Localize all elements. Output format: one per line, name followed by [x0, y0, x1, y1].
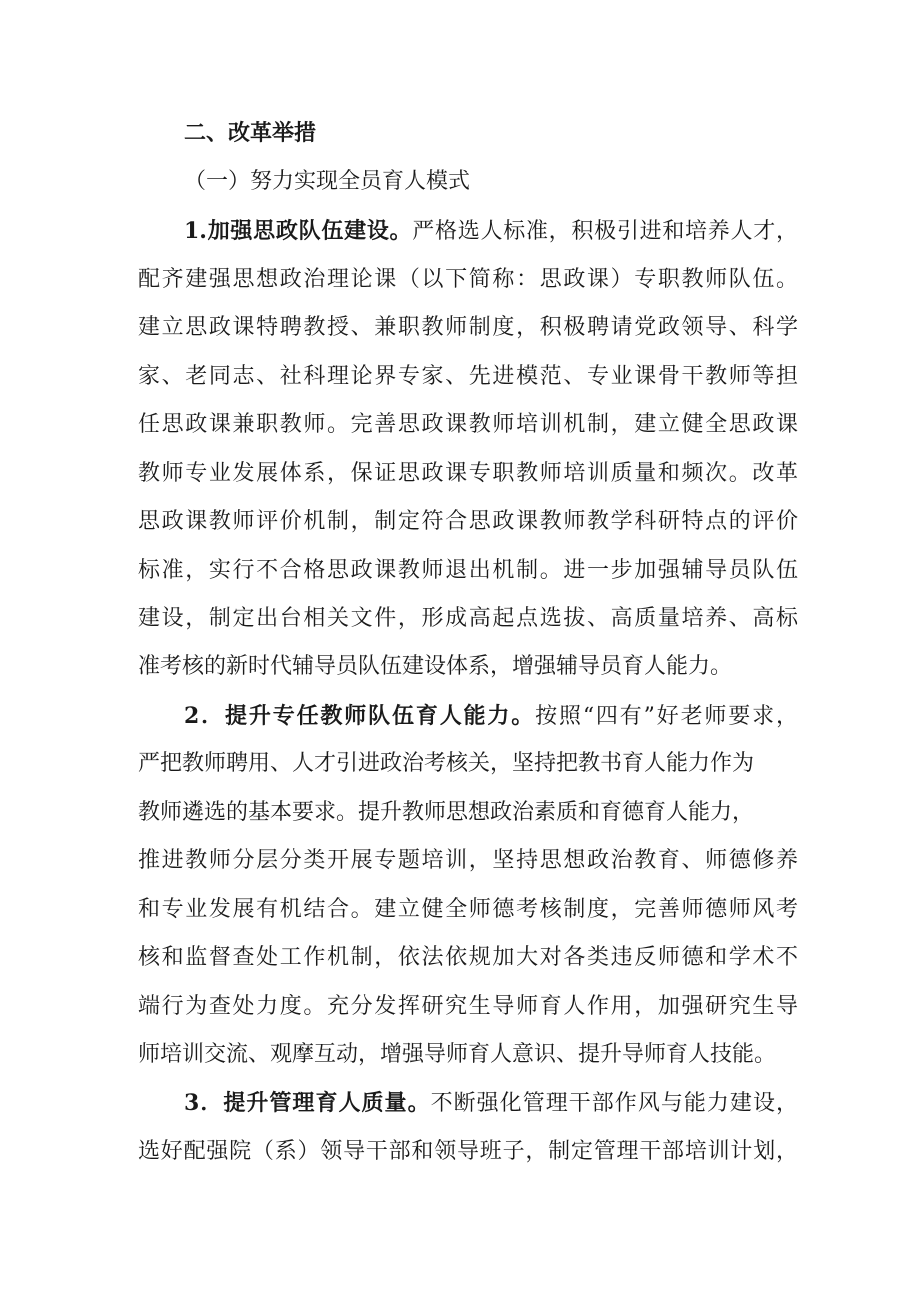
para3-line-2: 选好配强院（系）领导干部和领导班子，制定管理干部培训计划， — [138, 1139, 798, 1164]
para3-lead: 3．提升管理育人质量。 — [184, 1090, 431, 1116]
para2-line-1: 2．提升专任教师队伍育人能力。按照“四有”好老师要求， — [184, 703, 798, 729]
para2-line-8: 师培训交流、观摩互动，增强导师育人意识、提升导师育人技能。 — [138, 1042, 777, 1067]
para1-line-6: 教师专业发展体系，保证思政课专职教师培训质量和频次。改革 — [138, 461, 798, 486]
para1-line-7: 思政课教师评价机制，制定符合思政课教师教学科研特点的评价 — [138, 509, 798, 534]
para1-line-2: 配齐建强思想政治理论课（以下简称：思政课）专职教师队伍。 — [138, 267, 798, 292]
para1-line-3: 建立思政课特聘教授、兼职教师制度，积极聘请党政领导、科学 — [138, 315, 798, 340]
para2-line-2: 严把教师聘用、人才引进政治考核关，坚持把教书育人能力作为 — [138, 751, 755, 776]
para1-line-4: 家、老同志、社科理论界专家、先进模范、专业课骨干教师等担 — [138, 364, 798, 389]
para1-line-9: 建设，制定出台相关文件，形成高起点选拔、高质量培养、高标 — [138, 606, 798, 631]
para1-line-10: 准考核的新时代辅导员队伍建设体系，增强辅导员育人能力。 — [138, 654, 733, 679]
section-heading: 二、改革举措 — [184, 120, 317, 146]
para1-line-1: 1.加强思政队伍建设。严格选人标准，积极引进和培养人才， — [184, 218, 798, 244]
para1-line-8: 标准，实行不合格思政课教师退出机制。进一步加强辅导员队伍 — [138, 558, 798, 583]
para2-line-6: 核和监督查处工作机制，依法依规加大对各类违反师德和学术不 — [138, 945, 798, 970]
para2-line-5: 和专业发展有机结合。建立健全师德考核制度，完善师德师风考 — [138, 897, 798, 922]
para1-lead: 1.加强思政队伍建设。 — [184, 218, 413, 244]
para2-line-4: 推进教师分层分类开展专题培训，坚持思想政治教育、师德修养 — [138, 848, 798, 873]
para3-line-1: 3．提升管理育人质量。不断强化管理干部作风与能力建设， — [184, 1090, 798, 1116]
para2-lead: 2．提升专任教师队伍育人能力。 — [184, 703, 536, 729]
para2-line-3: 教师遴选的基本要求。提升教师思想政治素质和育德育人能力， — [138, 800, 755, 825]
para2-line-7: 端行为查处力度。充分发挥研究生导师育人作用，加强研究生导 — [138, 994, 798, 1019]
subsection-heading: （一）努力实现全员育人模式 — [184, 169, 471, 194]
para1-line-5: 任思政课兼职教师。完善思政课教师培训机制，建立健全思政课 — [138, 412, 798, 437]
